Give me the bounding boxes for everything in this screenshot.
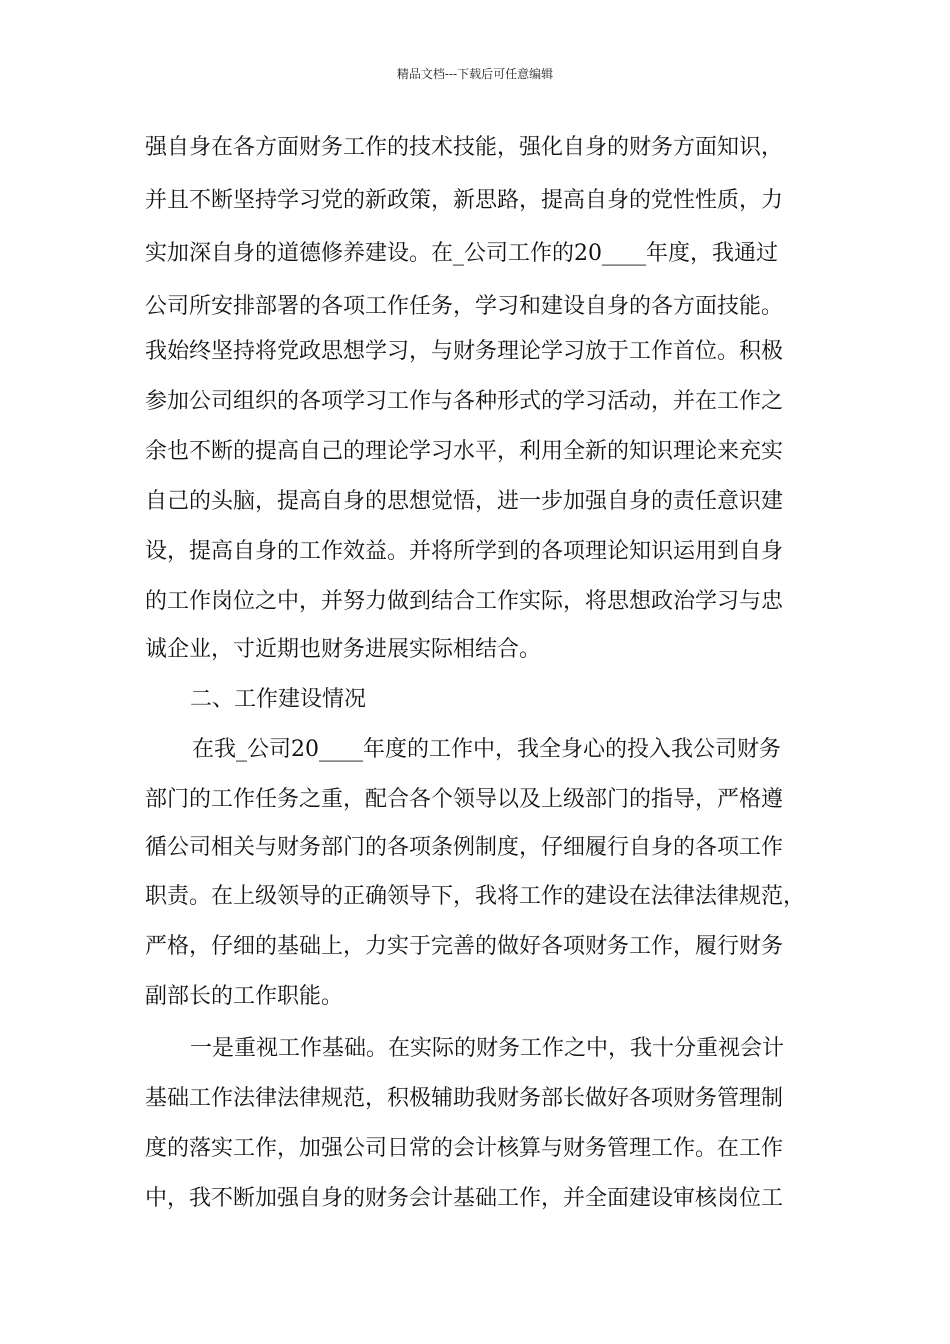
section-heading: 二、工作建设情况 [190,687,367,712]
body-text-line: 参加公司组织的各项学习工作与各种形式的学习活动，并在工作之 [145,389,784,414]
body-text-line: 中，我不断加强自身的财务会计基础工作，并全面建设审核岗位工 [145,1186,784,1211]
body-text-line: 余也不断的提高自己的理论学习水平，利用全新的知识理论来充实 [145,439,784,464]
body-text-line: 我始终坚持将党政思想学习，与财务理论学习放于工作首位。积极 [145,339,784,364]
body-text-line: 并且不断坚持学习党的新政策，新思路，提高自身的党性性质，力 [145,188,784,213]
body-text-line: 循公司相关与财务部门的各项条例制度，仔细履行自身的各项工作 [145,835,784,860]
body-text-line: 职责。在上级领导的正确领导下，我将工作的建设在法律法律规范， [145,884,806,909]
body-text-line: 诚企业，寸近期也财务进展实际相结合。 [145,637,542,662]
body-text-line: 副部长的工作职能。 [145,984,344,1009]
body-text-line: 强自身在各方面财务工作的技术技能，强化自身的财务方面知识， [145,135,784,160]
body-text-line: 一是重视工作基础。在实际的财务工作之中，我十分重视会计 [190,1036,785,1061]
body-text-line: 公司所安排部署的各项工作任务，学习和建设自身的各方面技能。 [145,294,784,319]
body-text-line: 设，提高自身的工作效益。并将所学到的各项理论知识运用到自身 [145,539,784,564]
body-text-line: 基础工作法律法律规范，积极辅助我财务部长做好各项财务管理制 [145,1086,784,1111]
body-text-line: 部门的工作任务之重，配合各个领导以及上级部门的指导，严格遵 [145,787,784,812]
body-text-line: 在我_公司20____年度的工作中，我全身心的投入我公司财务 [192,737,781,762]
body-text-line: 严格，仔细的基础上，力实于完善的做好各项财务工作，履行财务 [145,934,784,959]
page-header: 精品文档---下载后可任意编辑 [396,67,554,81]
body-text-line: 度的落实工作，加强公司日常的会计核算与财务管理工作。在工作 [145,1136,784,1161]
body-text-line: 自己的头脑，提高自身的思想觉悟，进一步加强自身的责任意识建 [145,489,784,514]
body-text-line: 的工作岗位之中，并努力做到结合工作实际，将思想政治学习与忠 [145,589,784,614]
body-text-line: 实加深自身的道德修养建设。在_公司工作的20____年度，我通过 [145,241,778,266]
